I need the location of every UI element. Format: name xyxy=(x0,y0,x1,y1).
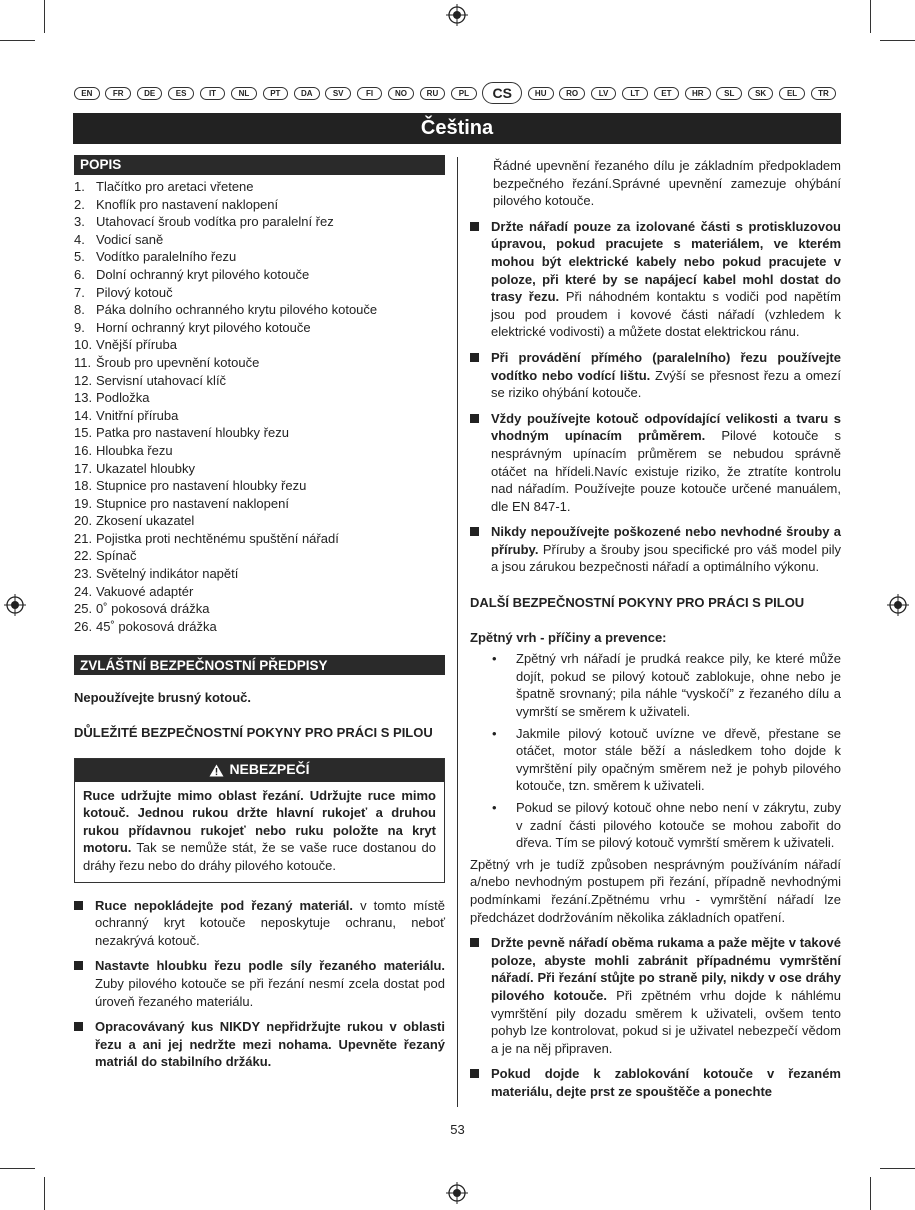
part-label: Zkosení ukazatel xyxy=(96,513,195,529)
part-number: 14. xyxy=(74,407,93,423)
language-chip-et: ET xyxy=(654,87,680,100)
safety-item xyxy=(74,897,445,950)
part-label: Světelný indikátor napětí xyxy=(96,566,239,582)
language-chip-sv: SV xyxy=(325,87,351,100)
part-item xyxy=(74,565,445,583)
part-number: 19. xyxy=(74,495,93,511)
safety-item-text xyxy=(95,1018,445,1071)
language-chip-lt: LT xyxy=(622,87,648,100)
kickback-bullet-text: Pokud se pilový kotouč ohne nebo není v zákrytu, zuby v zadní části pilového kotouče se mohou zabořit do dřeva. Tím se pilový kotouč vymrští směrem k uživateli. xyxy=(516,800,841,851)
part-item xyxy=(74,231,445,249)
part-item xyxy=(74,178,445,196)
part-item xyxy=(74,213,445,231)
part-number: 18. xyxy=(74,478,93,494)
safety-item-text xyxy=(491,410,841,516)
safety-item-bold: Držte nářadí pouze za izolované části s protiskluzovou úpravou, pokud pracujete s materiálem, ve kterém mohou být elektrické kabely nebo pokud pracujete v poloze, při které by se napájecí kabel mohl dostat do trasy řezu. xyxy=(491,218,841,305)
registration-mark-icon xyxy=(887,594,909,616)
danger-box xyxy=(74,758,445,883)
part-number: 6. xyxy=(74,266,85,282)
danger-title: NEBEZPEČÍ xyxy=(229,761,310,778)
part-item xyxy=(74,547,445,565)
crop-mark xyxy=(880,40,915,41)
language-chip-pt: PT xyxy=(263,87,289,100)
crop-mark xyxy=(870,1177,871,1210)
safety-item-normal: Při zpětném vrhu dojde k náhlému vymrštění pily dozadu směrem k uživateli, ovšem tento pohyb lze kontrolovat, pokud si je uživatel nebezpečí vědom a je na něj připraven. xyxy=(491,987,841,1056)
language-chip-tr: TR xyxy=(811,87,837,100)
part-item xyxy=(74,319,445,337)
safety-heading: ZVLÁŠTNÍ BEZPEČNOSTNÍ PŘEDPISY xyxy=(74,655,445,675)
language-chip-sk: SK xyxy=(748,87,774,100)
safety-item-text xyxy=(491,218,841,341)
crop-mark xyxy=(44,0,45,33)
parts-list xyxy=(74,178,445,635)
part-label: Horní ochranný kryt pilového kotouče xyxy=(96,319,311,335)
crop-mark xyxy=(0,40,35,41)
safety-item-bold: Ruce nepokládejte pod řezaný materiál. xyxy=(95,897,353,913)
part-number: 11. xyxy=(74,354,92,370)
part-label: Vnější příruba xyxy=(96,337,177,353)
language-chip-it: IT xyxy=(200,87,226,100)
left-column xyxy=(74,155,445,1071)
part-item xyxy=(74,389,445,407)
language-chip-fi: FI xyxy=(357,87,383,100)
safety-item-normal: Pilové kotouče s nesprávným upínacím průměrem se nebudou správně otáčet na hřídeli.Navíc existuje riziko, že ztratíte kontrolu nad nářadím. Používejte pouze kotouče určené manuálem, dle EN 847-1. xyxy=(491,428,841,514)
safety-item-text xyxy=(95,957,445,1010)
part-item xyxy=(74,477,445,495)
safety-item xyxy=(470,218,841,341)
danger-bold: Ruce udržujte mimo oblast řezání. Udržujte ruce mimo kotouč. Jednou rukou držte hlavní rukojeť a druhou rukou přídavnou rukojeť nebo ruku položte na kryt motoru. xyxy=(83,787,436,856)
safety-item-text xyxy=(491,934,841,1057)
kickback-text: Zpětný vrh je tudíž způsoben nesprávným používáním nářadí a/nebo nevhodným postupem při řezání, případně nevhodnými podmínkami řezání.Zpětnému vrhu - vymrštění nářadí lze předcházet dodržováním několika základních opatření. xyxy=(470,856,841,925)
part-item xyxy=(74,583,445,601)
part-item xyxy=(74,407,445,425)
safety-item-text xyxy=(491,1065,841,1100)
language-chip-da: DA xyxy=(294,87,320,100)
square-bullet-icon xyxy=(74,901,83,910)
safety-item-text xyxy=(491,349,841,402)
language-chip-nl: NL xyxy=(231,87,257,100)
kickback-bullet-text: Zpětný vrh nářadí je prudká reakce pily, ke které může dojít, pokud se pilový kotouč zablokuje, ohne nebo je špatně srovnaný; pila náhle “vyskočí” z řezaného dílu a vymrští se směrem k uživateli. xyxy=(516,651,841,720)
safety-item-bold: Nikdy nepoužívejte poškozené nebo nevhodné šrouby a příruby. xyxy=(491,524,841,557)
safety-item-text xyxy=(491,523,841,576)
language-chip-el: EL xyxy=(779,87,805,100)
part-number: 24. xyxy=(74,583,93,599)
part-item xyxy=(74,336,445,354)
part-item xyxy=(74,512,445,530)
part-label: Utahovací šroub vodítka pro paralelní řez xyxy=(96,214,334,230)
part-item xyxy=(74,284,445,302)
part-number: 25. xyxy=(74,601,93,617)
part-number: 9. xyxy=(74,319,85,335)
popis-heading: POPIS xyxy=(74,155,445,175)
square-bullet-icon xyxy=(470,414,479,423)
danger-normal: Tak se nemůže stát, že se vaše ruce dostanou do dráhy řezu nebo do dráhy pilového kotouče. xyxy=(83,840,436,873)
part-number: 12. xyxy=(74,372,93,388)
safety-item-normal: Zuby pilového kotouče se při řezání nesmí zcela dostat pod úroveň řezaného materiálu. xyxy=(95,975,445,1009)
part-label: 45˚ pokosová drážka xyxy=(96,618,217,634)
part-number: 15. xyxy=(74,425,93,441)
kickback-bullet xyxy=(470,725,841,795)
part-item xyxy=(74,248,445,266)
language-chip-en: EN xyxy=(74,87,100,100)
safety-item xyxy=(74,957,445,1010)
right-column xyxy=(470,157,841,1101)
registration-mark-icon xyxy=(4,594,26,616)
part-label: Vodicí saně xyxy=(96,231,164,247)
language-chip-es: ES xyxy=(168,87,194,100)
page-title: Čeština xyxy=(73,113,841,144)
square-bullet-icon xyxy=(470,222,479,231)
part-number: 26. xyxy=(74,618,93,634)
part-label: Hloubka řezu xyxy=(96,442,173,458)
part-item xyxy=(74,354,445,372)
part-label: Ukazatel hloubky xyxy=(96,460,195,476)
kickback-bullet xyxy=(470,650,841,720)
safety-item-bold: Při provádění přímého (paralelního) řezu používejte vodítko nebo vodící lištu. xyxy=(491,349,841,383)
kickback-bullets xyxy=(470,650,841,852)
part-label: Stupnice pro nastavení hloubky řezu xyxy=(96,478,307,494)
language-chip-de: DE xyxy=(137,87,163,100)
language-chip-no: NO xyxy=(388,87,414,100)
part-number: 4. xyxy=(74,231,85,247)
kickback-bullet xyxy=(470,799,841,852)
language-chip-ro: RO xyxy=(559,87,585,100)
square-bullet-icon xyxy=(470,1069,479,1078)
safety-item-text xyxy=(95,897,445,950)
part-number: 1. xyxy=(74,179,85,194)
part-number: 23. xyxy=(74,566,93,582)
language-chip-fr: FR xyxy=(105,87,131,100)
part-label: Pilový kotouč xyxy=(96,284,173,300)
part-item xyxy=(74,196,445,214)
part-label: Vodítko paralelního řezu xyxy=(96,249,237,265)
part-number: 2. xyxy=(74,196,85,212)
safety-item-normal: Příruby a šrouby jsou specifické pro váš model pily a jsou zárukou bezpečnosti nářadí a optimálního výkonu. xyxy=(491,541,841,575)
part-label: Podložka xyxy=(96,390,150,406)
part-number: 22. xyxy=(74,548,93,564)
safety-item xyxy=(74,1018,445,1071)
square-bullet-icon xyxy=(74,961,83,970)
part-number: 13. xyxy=(74,390,93,406)
part-item xyxy=(74,301,445,319)
crop-mark xyxy=(44,1177,45,1210)
square-bullet-icon xyxy=(470,353,479,362)
safety-item xyxy=(470,523,841,576)
square-bullet-icon xyxy=(74,1022,83,1031)
part-number: 3. xyxy=(74,214,85,230)
part-label: Vnitřní příruba xyxy=(96,407,179,423)
part-label: Knoflík pro nastavení naklopení xyxy=(96,196,279,212)
language-chip-hr: HR xyxy=(685,87,711,100)
safety-item xyxy=(470,1065,841,1100)
no-abrasive-note: Nepoužívejte brusný kotouč. xyxy=(74,690,251,706)
part-label: Páka dolního ochranného krytu pilového kotouče xyxy=(96,302,378,318)
part-number: 17. xyxy=(74,460,93,476)
part-number: 5. xyxy=(74,249,85,265)
bullet-dot-icon: • xyxy=(492,651,497,667)
bullet-dot-icon: • xyxy=(492,725,497,741)
part-item xyxy=(74,530,445,548)
column-divider xyxy=(457,157,458,1107)
crop-mark xyxy=(880,1168,915,1169)
part-number: 21. xyxy=(74,530,93,546)
important-heading: DŮLEŽITÉ BEZPEČNOSTNÍ POKYNY PRO PRÁCI S PILOU xyxy=(74,725,433,741)
part-item xyxy=(74,266,445,284)
safety-item-bold: Pokud dojde k zablokování kotouče v řezaném materiálu, dejte prst ze spouštěče a ponechte xyxy=(491,1066,841,1099)
page-number: 53 xyxy=(450,1122,465,1137)
language-chip-ru: RU xyxy=(420,87,446,100)
safety-item xyxy=(470,934,841,1057)
square-bullet-icon xyxy=(470,527,479,536)
part-number: 10. xyxy=(74,337,93,353)
part-item xyxy=(74,442,445,460)
language-chip-pl: PL xyxy=(451,87,477,100)
part-label: Vakuové adaptér xyxy=(96,583,194,599)
registration-mark-icon xyxy=(446,1182,468,1204)
left-items xyxy=(74,897,445,1071)
part-number: 20. xyxy=(74,513,93,529)
language-chip-hu: HU xyxy=(528,87,554,100)
square-bullet-icon xyxy=(470,938,479,947)
language-chip-sl: SL xyxy=(716,87,742,100)
part-item xyxy=(74,495,445,513)
part-item xyxy=(74,460,445,478)
language-bar xyxy=(74,82,842,104)
part-label: Šroub pro upevnění kotouče xyxy=(96,354,260,370)
intro-paragraph: Řádné upevnění řezaného dílu je základním předpokladem bezpečného řezání.Správné upevnění zamezuje ohýbání pilového kotouče. xyxy=(493,158,841,209)
safety-item-bold: Vždy používejte kotouč odpovídající velikosti a tvaru s vhodným upínacím průměrem. xyxy=(491,410,841,444)
safety-item-normal: v tomto místě ochranný kryt kotouče neposkytuje ochranu, neboť nezakrývá kotouč. xyxy=(95,897,445,948)
right-items xyxy=(470,218,841,576)
registration-mark-icon xyxy=(446,4,468,26)
part-number: 16. xyxy=(74,442,93,458)
part-label: Spínač xyxy=(96,548,137,564)
danger-header xyxy=(75,759,444,782)
safety-item-bold: Opracovávaný kus NIKDY nepřidržujte rukou v oblasti řezu a ani jej nedržte mezi nohama. Upevněte řezaný matriál do stabilního držáku. xyxy=(95,1019,445,1070)
part-label: Servisní utahovací klíč xyxy=(96,372,227,388)
part-label: 0˚ pokosová drážka xyxy=(96,601,210,617)
danger-text xyxy=(75,782,444,882)
language-chip-cs: CS xyxy=(482,82,521,104)
safety-item xyxy=(470,410,841,516)
part-label: Patka pro nastavení hloubky řezu xyxy=(96,425,289,441)
part-label: Stupnice pro nastavení naklopení xyxy=(96,495,289,511)
part-label: Tlačítko pro aretaci vřetene xyxy=(96,179,254,194)
safety-item-bold: Držte pevně nářadí oběma rukama a paže mějte v takové poloze, abyste mohli zabránit případnému vymrštění nářadí. Při řezání stůjte po straně pily, nikdy v ose dráhy pilového kotouče. xyxy=(491,935,841,1003)
further-heading: DALŠÍ BEZPEČNOSTNÍ POKYNY PRO PRÁCI S PILOU xyxy=(470,595,805,611)
part-item xyxy=(74,618,445,636)
kickback-heading: Zpětný vrh - příčiny a prevence: xyxy=(470,629,667,645)
part-item xyxy=(74,424,445,442)
part-label: Pojistka proti nechtěnému spuštění nářadí xyxy=(96,530,339,546)
crop-mark xyxy=(870,0,871,33)
bullet-dot-icon: • xyxy=(492,800,497,815)
part-item xyxy=(74,372,445,390)
safety-item xyxy=(470,349,841,402)
part-label: Dolní ochranný kryt pilového kotouče xyxy=(96,266,310,282)
language-chip-lv: LV xyxy=(591,87,617,100)
crop-mark xyxy=(0,1168,35,1169)
safety-item-bold: Nastavte hloubku řezu podle síly řezaného materiálu. xyxy=(95,958,445,974)
safety-item-normal: Zvýší se přesnost řezu a omezí se riziko ohýbání kotouče. xyxy=(491,367,842,401)
part-number: 8. xyxy=(74,302,85,318)
part-item xyxy=(74,600,445,618)
kickback-bullet-text: Jakmile pilový kotouč uvízne ve dřevě, přestane se otáčet, motor stále běží a následkem toho dojde k vymrštění pily opačným směrem než je pohyb pilového kotouče, tzn. směrem k uživateli. xyxy=(516,725,841,794)
safety-item-normal: Při náhodném kontaktu s vodiči pod napětím jsou pod proudem i kovové části nářadí (vzhledem k elektrické vodivosti) a můžete dostat elektrickou ránu. xyxy=(491,289,841,340)
right-items-2 xyxy=(470,934,841,1100)
part-number: 7. xyxy=(74,284,85,300)
warning-icon xyxy=(209,764,224,777)
